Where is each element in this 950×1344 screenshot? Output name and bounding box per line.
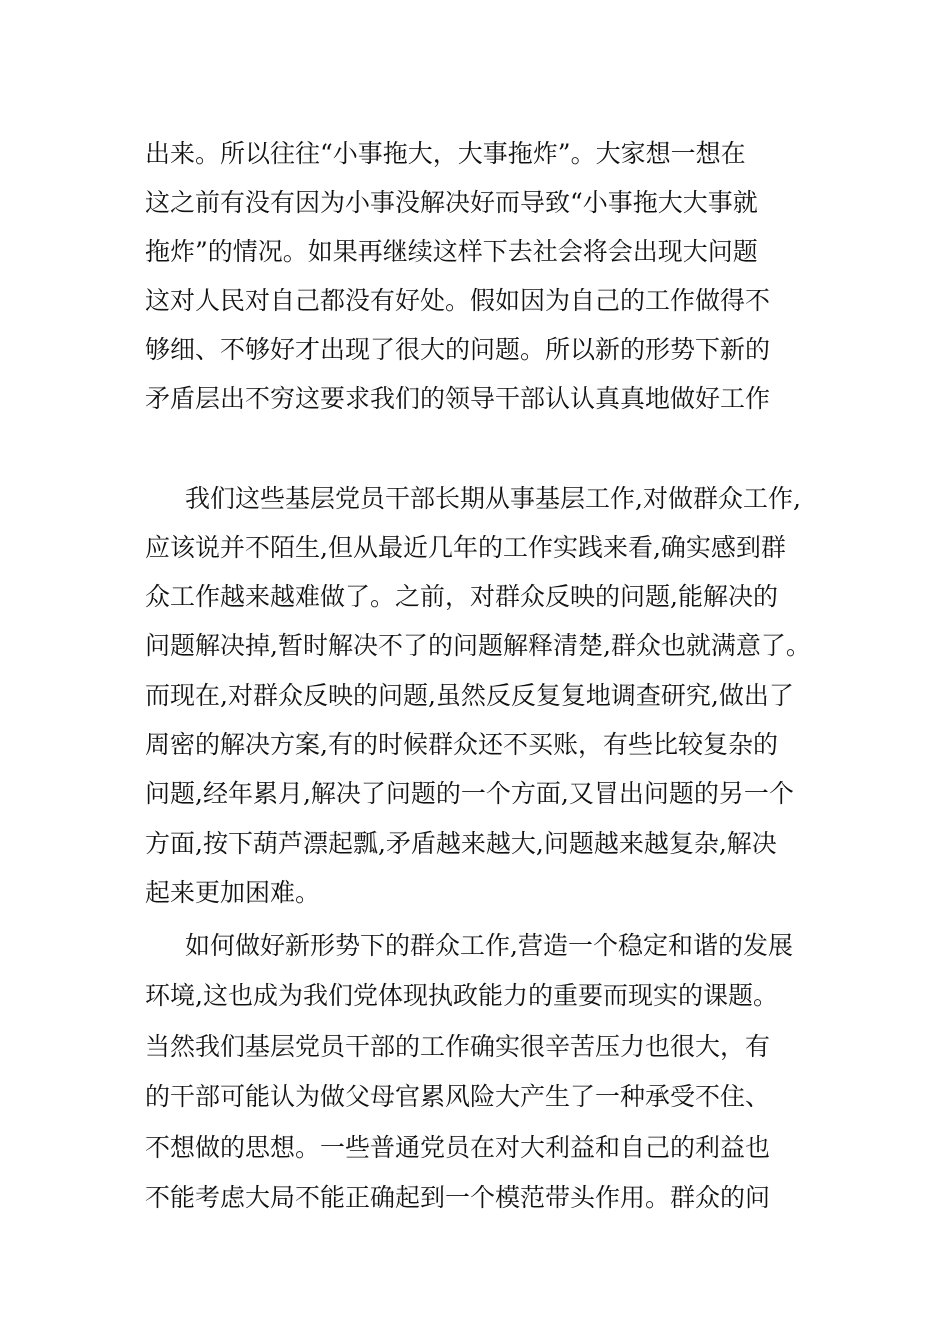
text-line: 出来。所以往往“小事拖大，大事拖炸”。大家想一想在 (145, 139, 746, 168)
text-line: 这之前有没有因为小事没解决好而导致“小事拖大大事就 (145, 188, 758, 217)
text-line: 拖炸”的情况。如果再继续这样下去社会将会出现大问题 (145, 237, 758, 266)
text-line: 周密的解决方案,有的时候群众还不买账，有些比较复杂的 (145, 730, 778, 759)
text-line: 起来更加困难。 (145, 878, 321, 907)
text-line: 问题,经年累月,解决了问题的一个方面,又冒出问题的另一个 (145, 779, 794, 808)
text-line: 如何做好新形势下的群众工作,营造一个稳定和谐的发展 (185, 931, 793, 960)
text-line: 的干部可能认为做父母官累风险大产生了一种承受不住、 (145, 1082, 771, 1111)
text-line: 众工作越来越难做了。之前，对群众反映的问题,能解决的 (145, 582, 778, 611)
text-line: 当然我们基层党员干部的工作确实很辛苦压力也很大，有 (145, 1032, 771, 1061)
text-line: 不能考虑大局不能正确起到一个模范带头作用。群众的问 (145, 1183, 771, 1212)
text-line: 这对人民对自己都没有好处。假如因为自己的工作做得不 (145, 286, 771, 315)
text-line: 我们这些基层党员干部长期从事基层工作,对做群众工作, (185, 484, 801, 513)
text-line: 应该说并不陌生,但从最近几年的工作实践来看,确实感到群 (145, 533, 786, 562)
text-line: 而现在,对群众反映的问题,虽然反反复复地调查研究,做出了 (145, 681, 794, 710)
text-line: 环境,这也成为我们党体现执政能力的重要而现实的课题。 (145, 981, 778, 1010)
text-line: 方面,按下葫芦漂起瓢,矛盾越来越大,问题越来越复杂,解决 (145, 829, 777, 858)
text-line: 够细、不够好才出现了很大的问题。所以新的形势下新的 (145, 335, 771, 364)
text-line: 矛盾层出不穷这要求我们的领导干部认认真真地做好工作 (145, 384, 771, 413)
text-line: 不想做的思想。一些普通党员在对大利益和自己的利益也 (145, 1133, 771, 1162)
text-line: 问题解决掉,暂时解决不了的问题解释清楚,群众也就满意了。 (145, 631, 811, 660)
